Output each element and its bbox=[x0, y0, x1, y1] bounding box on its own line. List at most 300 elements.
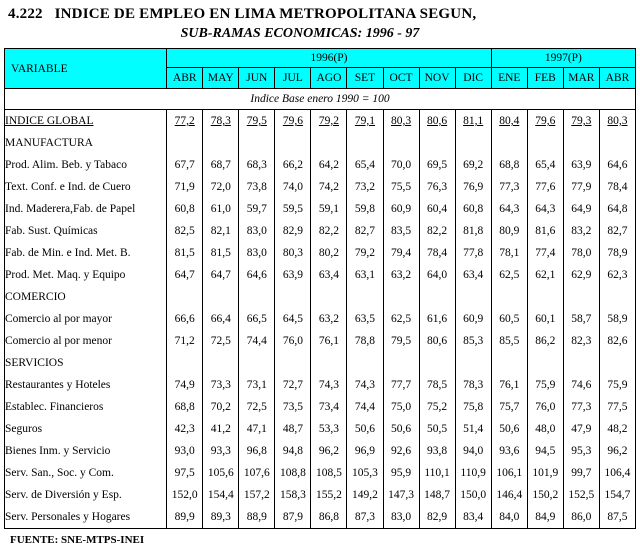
table-cell: 74,3 bbox=[311, 374, 347, 396]
table-cell: 64,6 bbox=[599, 154, 635, 176]
table-cell: 110,9 bbox=[455, 462, 491, 484]
table-cell: 68,3 bbox=[239, 154, 275, 176]
table-cell: 60,8 bbox=[167, 198, 203, 220]
title-line-2: SUB-RAMAS ECONOMICAS: 1996 - 97 bbox=[180, 26, 420, 41]
cell-value: 78,3 bbox=[210, 115, 231, 127]
table-cell: 76,0 bbox=[527, 396, 563, 418]
table-cell: 73,5 bbox=[275, 396, 311, 418]
table-row bbox=[5, 198, 636, 220]
table-cell: 77,8 bbox=[455, 242, 491, 264]
row-label: Serv. Personales y Hogares bbox=[5, 506, 167, 529]
table-cell: 93,8 bbox=[419, 440, 455, 462]
table-cell: 96,2 bbox=[311, 440, 347, 462]
table-cell: 64,2 bbox=[311, 154, 347, 176]
table-cell: 82,7 bbox=[599, 220, 635, 242]
table-cell: 78,8 bbox=[347, 330, 383, 352]
table-cell: 62,3 bbox=[599, 264, 635, 286]
cell-value: 80,4 bbox=[499, 115, 520, 127]
col-header-jul-1996: JUL bbox=[275, 68, 311, 89]
table-cell: 157,2 bbox=[239, 484, 275, 506]
row-label: Establec. Financieros bbox=[5, 396, 167, 418]
table-row bbox=[5, 308, 636, 330]
table-section-row bbox=[5, 286, 636, 308]
table-cell: 88,9 bbox=[239, 506, 275, 529]
table-cell: 80,2 bbox=[311, 242, 347, 264]
table-cell: 96,8 bbox=[239, 440, 275, 462]
table-cell: 64,7 bbox=[203, 264, 239, 286]
table-cell: 89,3 bbox=[203, 506, 239, 529]
cell-value: 81,1 bbox=[463, 115, 484, 127]
table-row bbox=[5, 264, 636, 286]
table-section-row bbox=[5, 132, 636, 154]
table-cell: 71,9 bbox=[167, 176, 203, 198]
table-number: 4.222 bbox=[8, 6, 43, 22]
table-cell: 67,7 bbox=[167, 154, 203, 176]
table-cell: 82,9 bbox=[419, 506, 455, 529]
col-header-ene-1997: ENE bbox=[491, 68, 527, 89]
table-cell: 70,2 bbox=[203, 396, 239, 418]
table-cell bbox=[167, 352, 203, 374]
table-cell: 59,8 bbox=[347, 198, 383, 220]
table-cell: 77,7 bbox=[383, 374, 419, 396]
table-cell bbox=[275, 110, 311, 133]
table-cell: 64,9 bbox=[563, 198, 599, 220]
table-cell: 85,3 bbox=[455, 330, 491, 352]
table-cell: 76,0 bbox=[275, 330, 311, 352]
table-cell: 78,5 bbox=[419, 374, 455, 396]
table-cell bbox=[563, 132, 599, 154]
table-cell: 53,3 bbox=[311, 418, 347, 440]
table-cell: 59,5 bbox=[275, 198, 311, 220]
table-cell: 47,9 bbox=[563, 418, 599, 440]
table-cell: 150,0 bbox=[455, 484, 491, 506]
table-cell: 59,7 bbox=[239, 198, 275, 220]
table-cell: 72,5 bbox=[239, 396, 275, 418]
table-cell: 80,6 bbox=[419, 330, 455, 352]
table-cell: 73,8 bbox=[239, 176, 275, 198]
table-cell bbox=[347, 286, 383, 308]
table-cell: 47,1 bbox=[239, 418, 275, 440]
table-row bbox=[5, 484, 636, 506]
table-cell: 107,6 bbox=[239, 462, 275, 484]
table-cell: 48,2 bbox=[599, 418, 635, 440]
table-cell bbox=[491, 132, 527, 154]
table-cell: 93,6 bbox=[491, 440, 527, 462]
table-cell bbox=[239, 110, 275, 133]
row-label: SERVICIOS bbox=[5, 352, 167, 374]
table-cell bbox=[203, 132, 239, 154]
table-cell: 75,2 bbox=[419, 396, 455, 418]
table-cell: 50,6 bbox=[347, 418, 383, 440]
table-cell bbox=[419, 286, 455, 308]
table-cell: 69,2 bbox=[455, 154, 491, 176]
group-header-1996: 1996(P) bbox=[167, 49, 492, 68]
table-cell: 74,9 bbox=[167, 374, 203, 396]
table-cell: 83,4 bbox=[455, 506, 491, 529]
table-cell: 82,2 bbox=[311, 220, 347, 242]
table-row bbox=[5, 110, 636, 133]
table-cell: 150,2 bbox=[527, 484, 563, 506]
table-cell bbox=[203, 286, 239, 308]
table-cell bbox=[167, 132, 203, 154]
table-cell: 76,3 bbox=[419, 176, 455, 198]
table-cell: 66,2 bbox=[275, 154, 311, 176]
table-cell: 83,0 bbox=[383, 506, 419, 529]
table-cell: 154,4 bbox=[203, 484, 239, 506]
table-cell: 66,5 bbox=[239, 308, 275, 330]
table-cell: 51,4 bbox=[455, 418, 491, 440]
table-row bbox=[5, 242, 636, 264]
table-cell: 82,5 bbox=[167, 220, 203, 242]
table-cell bbox=[563, 286, 599, 308]
table-cell: 60,5 bbox=[491, 308, 527, 330]
table-cell bbox=[455, 286, 491, 308]
table-cell: 63,4 bbox=[311, 264, 347, 286]
table-cell bbox=[167, 286, 203, 308]
table-cell bbox=[599, 110, 635, 133]
table-cell: 97,5 bbox=[167, 462, 203, 484]
base-note: Indice Base enero 1990 = 100 bbox=[5, 89, 636, 110]
table-cell: 74,0 bbox=[275, 176, 311, 198]
table-cell: 68,8 bbox=[491, 154, 527, 176]
table-cell: 63,2 bbox=[383, 264, 419, 286]
table-cell: 152,5 bbox=[563, 484, 599, 506]
table-cell: 61,6 bbox=[419, 308, 455, 330]
table-cell bbox=[563, 110, 599, 133]
table-cell bbox=[419, 352, 455, 374]
row-label: Comercio al por menor bbox=[5, 330, 167, 352]
table-cell: 77,4 bbox=[527, 242, 563, 264]
table-cell: 94,8 bbox=[275, 440, 311, 462]
table-row bbox=[5, 418, 636, 440]
table-cell bbox=[275, 286, 311, 308]
cell-value: 79,6 bbox=[535, 115, 556, 127]
table-cell: 78,9 bbox=[599, 242, 635, 264]
table-cell: 108,5 bbox=[311, 462, 347, 484]
table-cell: 82,7 bbox=[347, 220, 383, 242]
table-cell: 65,4 bbox=[347, 154, 383, 176]
table-cell: 146,4 bbox=[491, 484, 527, 506]
table-cell: 77,6 bbox=[527, 176, 563, 198]
table-cell: 61,0 bbox=[203, 198, 239, 220]
row-label: COMERCIO bbox=[5, 286, 167, 308]
group-header-row bbox=[5, 49, 636, 68]
table-cell: 148,7 bbox=[419, 484, 455, 506]
table-cell: 105,6 bbox=[203, 462, 239, 484]
table-cell: 72,0 bbox=[203, 176, 239, 198]
table-cell: 72,7 bbox=[275, 374, 311, 396]
table-row bbox=[5, 440, 636, 462]
cell-value: 79,6 bbox=[282, 115, 303, 127]
table-cell: 74,3 bbox=[347, 374, 383, 396]
table-cell: 63,2 bbox=[311, 308, 347, 330]
table-cell: 87,9 bbox=[275, 506, 311, 529]
table-row bbox=[5, 506, 636, 529]
table-cell bbox=[203, 352, 239, 374]
table-row bbox=[5, 462, 636, 484]
table-cell: 75,0 bbox=[383, 396, 419, 418]
table-cell: 73,4 bbox=[311, 396, 347, 418]
table-cell: 79,5 bbox=[383, 330, 419, 352]
table-cell: 62,5 bbox=[491, 264, 527, 286]
row-label: Serv. de Diversión y Esp. bbox=[5, 484, 167, 506]
table-cell: 75,9 bbox=[527, 374, 563, 396]
table-cell: 83,5 bbox=[383, 220, 419, 242]
table-cell bbox=[455, 352, 491, 374]
col-header-dic-1996: DIC bbox=[455, 68, 491, 89]
table-cell: 82,6 bbox=[599, 330, 635, 352]
table-cell: 59,1 bbox=[311, 198, 347, 220]
table-cell: 60,9 bbox=[455, 308, 491, 330]
table-cell: 60,9 bbox=[383, 198, 419, 220]
table-cell: 62,5 bbox=[383, 308, 419, 330]
table-cell: 74,4 bbox=[347, 396, 383, 418]
table-cell: 94,5 bbox=[527, 440, 563, 462]
table-cell: 149,2 bbox=[347, 484, 383, 506]
table-cell bbox=[563, 352, 599, 374]
table-cell: 93,0 bbox=[167, 440, 203, 462]
table-cell bbox=[527, 352, 563, 374]
row-label: Fab. Sust. Químicas bbox=[5, 220, 167, 242]
variable-header-label: VARIABLE bbox=[11, 62, 68, 75]
table-cell bbox=[311, 110, 347, 133]
row-label bbox=[5, 110, 167, 133]
table-cell: 86,8 bbox=[311, 506, 347, 529]
table-cell: 82,1 bbox=[203, 220, 239, 242]
table-cell: 78,4 bbox=[599, 176, 635, 198]
col-header-ago-1996: AGO bbox=[311, 68, 347, 89]
table-cell: 87,3 bbox=[347, 506, 383, 529]
table-cell: 77,5 bbox=[599, 396, 635, 418]
table-cell: 92,6 bbox=[383, 440, 419, 462]
table-cell bbox=[383, 132, 419, 154]
table-cell: 62,1 bbox=[527, 264, 563, 286]
table-cell: 71,2 bbox=[167, 330, 203, 352]
table-cell: 50,6 bbox=[383, 418, 419, 440]
title-main: INDICE DE EMPLEO EN LIMA METROPOLITANA SEGUN, bbox=[54, 6, 477, 22]
table-cell: 77,3 bbox=[491, 176, 527, 198]
table-cell bbox=[275, 132, 311, 154]
source-footer: FUENTE: SNE-MTPS-INEI bbox=[10, 534, 145, 546]
table-cell: 83,0 bbox=[239, 242, 275, 264]
cell-value: 79,2 bbox=[318, 115, 339, 127]
col-header-feb-1997: FEB bbox=[527, 68, 563, 89]
cell-value: 77,2 bbox=[174, 115, 195, 127]
table-cell bbox=[491, 352, 527, 374]
table-cell: 58,9 bbox=[599, 308, 635, 330]
table-row bbox=[5, 220, 636, 242]
table-cell: 75,7 bbox=[491, 396, 527, 418]
cell-value: 79,1 bbox=[354, 115, 376, 127]
row-label: Prod. Met. Maq. y Equipo bbox=[5, 264, 167, 286]
table-cell: 63,9 bbox=[563, 154, 599, 176]
table-cell: 68,8 bbox=[167, 396, 203, 418]
table-cell: 81,5 bbox=[203, 242, 239, 264]
table-cell bbox=[419, 110, 455, 133]
table-cell bbox=[203, 110, 239, 133]
table-cell: 75,8 bbox=[455, 396, 491, 418]
row-label: Bienes Inm. y Servicio bbox=[5, 440, 167, 462]
row-label: Seguros bbox=[5, 418, 167, 440]
table-cell: 60,4 bbox=[419, 198, 455, 220]
table-cell: 84,0 bbox=[491, 506, 527, 529]
table-cell: 63,1 bbox=[347, 264, 383, 286]
col-header-jun-1996: JUN bbox=[239, 68, 275, 89]
table-cell: 83,0 bbox=[239, 220, 275, 242]
table-cell: 85,5 bbox=[491, 330, 527, 352]
row-label: Prod. Alim. Beb. y Tabaco bbox=[5, 154, 167, 176]
table-cell: 48,7 bbox=[275, 418, 311, 440]
table-cell: 82,9 bbox=[275, 220, 311, 242]
row-label-text: INDICE GLOBAL bbox=[5, 115, 94, 127]
table-cell bbox=[239, 352, 275, 374]
table-cell: 78,4 bbox=[419, 242, 455, 264]
table-cell: 63,5 bbox=[347, 308, 383, 330]
table-cell: 64,3 bbox=[491, 198, 527, 220]
table-cell: 70,0 bbox=[383, 154, 419, 176]
table-cell: 84,9 bbox=[527, 506, 563, 529]
table-row bbox=[5, 176, 636, 198]
table-cell: 89,9 bbox=[167, 506, 203, 529]
table-row bbox=[5, 374, 636, 396]
table-cell: 110,1 bbox=[419, 462, 455, 484]
table-cell: 78,1 bbox=[491, 242, 527, 264]
table-cell: 80,3 bbox=[275, 242, 311, 264]
table-header bbox=[5, 49, 636, 89]
table-cell: 66,4 bbox=[203, 308, 239, 330]
table-cell: 64,7 bbox=[167, 264, 203, 286]
table-cell bbox=[491, 110, 527, 133]
row-label: Fab. de Min. e Ind. Met. B. bbox=[5, 242, 167, 264]
table-cell bbox=[275, 352, 311, 374]
table-cell: 64,3 bbox=[527, 198, 563, 220]
cell-value: 80,3 bbox=[607, 115, 628, 127]
col-header-abr-1997: ABR bbox=[599, 68, 635, 89]
table-cell: 80,9 bbox=[491, 220, 527, 242]
row-label: Ind. Maderera,Fab. de Papel bbox=[5, 198, 167, 220]
table-cell: 66,6 bbox=[167, 308, 203, 330]
table-cell bbox=[527, 132, 563, 154]
table-cell: 83,2 bbox=[563, 220, 599, 242]
table-cell: 106,4 bbox=[599, 462, 635, 484]
table-cell: 64,6 bbox=[239, 264, 275, 286]
table-cell: 93,3 bbox=[203, 440, 239, 462]
table-cell: 63,9 bbox=[275, 264, 311, 286]
table-cell: 60,8 bbox=[455, 198, 491, 220]
table-cell: 76,1 bbox=[311, 330, 347, 352]
table-cell: 73,2 bbox=[347, 176, 383, 198]
table-cell: 155,2 bbox=[311, 484, 347, 506]
table-cell bbox=[383, 286, 419, 308]
col-header-oct-1996: OCT bbox=[383, 68, 419, 89]
table-cell: 105,3 bbox=[347, 462, 383, 484]
table-cell: 50,6 bbox=[491, 418, 527, 440]
table-cell bbox=[383, 352, 419, 374]
table-cell: 94,0 bbox=[455, 440, 491, 462]
table-cell: 65,4 bbox=[527, 154, 563, 176]
table-cell: 82,3 bbox=[563, 330, 599, 352]
col-header-abr-1996: ABR bbox=[167, 68, 203, 89]
cell-value: 79,3 bbox=[571, 115, 592, 127]
cell-value: 80,3 bbox=[390, 115, 412, 127]
table-cell: 62,9 bbox=[563, 264, 599, 286]
table-cell: 81,6 bbox=[527, 220, 563, 242]
table-cell bbox=[527, 110, 563, 133]
table-cell: 106,1 bbox=[491, 462, 527, 484]
col-header-may-1996: MAY bbox=[203, 68, 239, 89]
table-cell bbox=[167, 110, 203, 133]
table-cell: 78,3 bbox=[455, 374, 491, 396]
table-cell: 60,1 bbox=[527, 308, 563, 330]
table-cell bbox=[347, 110, 383, 133]
table-cell: 76,9 bbox=[455, 176, 491, 198]
table-cell: 68,7 bbox=[203, 154, 239, 176]
table-cell: 64,8 bbox=[599, 198, 635, 220]
table-cell: 74,2 bbox=[311, 176, 347, 198]
table-cell: 81,8 bbox=[455, 220, 491, 242]
cell-value: 80,6 bbox=[427, 115, 448, 127]
table-cell bbox=[455, 132, 491, 154]
table-cell: 73,1 bbox=[239, 374, 275, 396]
table-cell: 63,4 bbox=[455, 264, 491, 286]
table-cell bbox=[491, 286, 527, 308]
table-cell bbox=[455, 110, 491, 133]
table-cell bbox=[311, 286, 347, 308]
table-cell: 108,8 bbox=[275, 462, 311, 484]
row-label: Comercio al por mayor bbox=[5, 308, 167, 330]
table-cell: 72,5 bbox=[203, 330, 239, 352]
table-cell bbox=[383, 110, 419, 133]
table-cell bbox=[347, 132, 383, 154]
title-block bbox=[4, 6, 636, 42]
table-cell: 82,2 bbox=[419, 220, 455, 242]
table-body bbox=[5, 89, 636, 529]
table-cell: 77,9 bbox=[563, 176, 599, 198]
table-cell bbox=[239, 132, 275, 154]
employment-index-table bbox=[4, 48, 636, 529]
row-label: Serv. San., Soc. y Com. bbox=[5, 462, 167, 484]
base-note-row bbox=[5, 89, 636, 110]
col-header-nov-1996: NOV bbox=[419, 68, 455, 89]
table-cell: 64,0 bbox=[419, 264, 455, 286]
table-cell: 42,3 bbox=[167, 418, 203, 440]
cell-value: 79,5 bbox=[246, 115, 267, 127]
table-cell: 154,7 bbox=[599, 484, 635, 506]
table-cell: 50,5 bbox=[419, 418, 455, 440]
table-cell: 41,2 bbox=[203, 418, 239, 440]
table-cell: 81,5 bbox=[167, 242, 203, 264]
table-cell: 95,3 bbox=[563, 440, 599, 462]
table-cell: 86,0 bbox=[563, 506, 599, 529]
table-cell: 95,9 bbox=[383, 462, 419, 484]
table-cell bbox=[527, 286, 563, 308]
table-cell: 79,4 bbox=[383, 242, 419, 264]
table-cell: 73,3 bbox=[203, 374, 239, 396]
table-cell: 76,1 bbox=[491, 374, 527, 396]
row-label: MANUFACTURA bbox=[5, 132, 167, 154]
table-row bbox=[5, 330, 636, 352]
table-cell: 69,5 bbox=[419, 154, 455, 176]
table-cell: 96,9 bbox=[347, 440, 383, 462]
table-cell bbox=[599, 352, 635, 374]
table-section-row bbox=[5, 352, 636, 374]
group-header-1997: 1997(P) bbox=[491, 49, 635, 68]
table-cell: 152,0 bbox=[167, 484, 203, 506]
table-cell: 58,7 bbox=[563, 308, 599, 330]
variable-column-header bbox=[5, 49, 167, 89]
table-cell: 87,5 bbox=[599, 506, 635, 529]
table-cell: 64,5 bbox=[275, 308, 311, 330]
